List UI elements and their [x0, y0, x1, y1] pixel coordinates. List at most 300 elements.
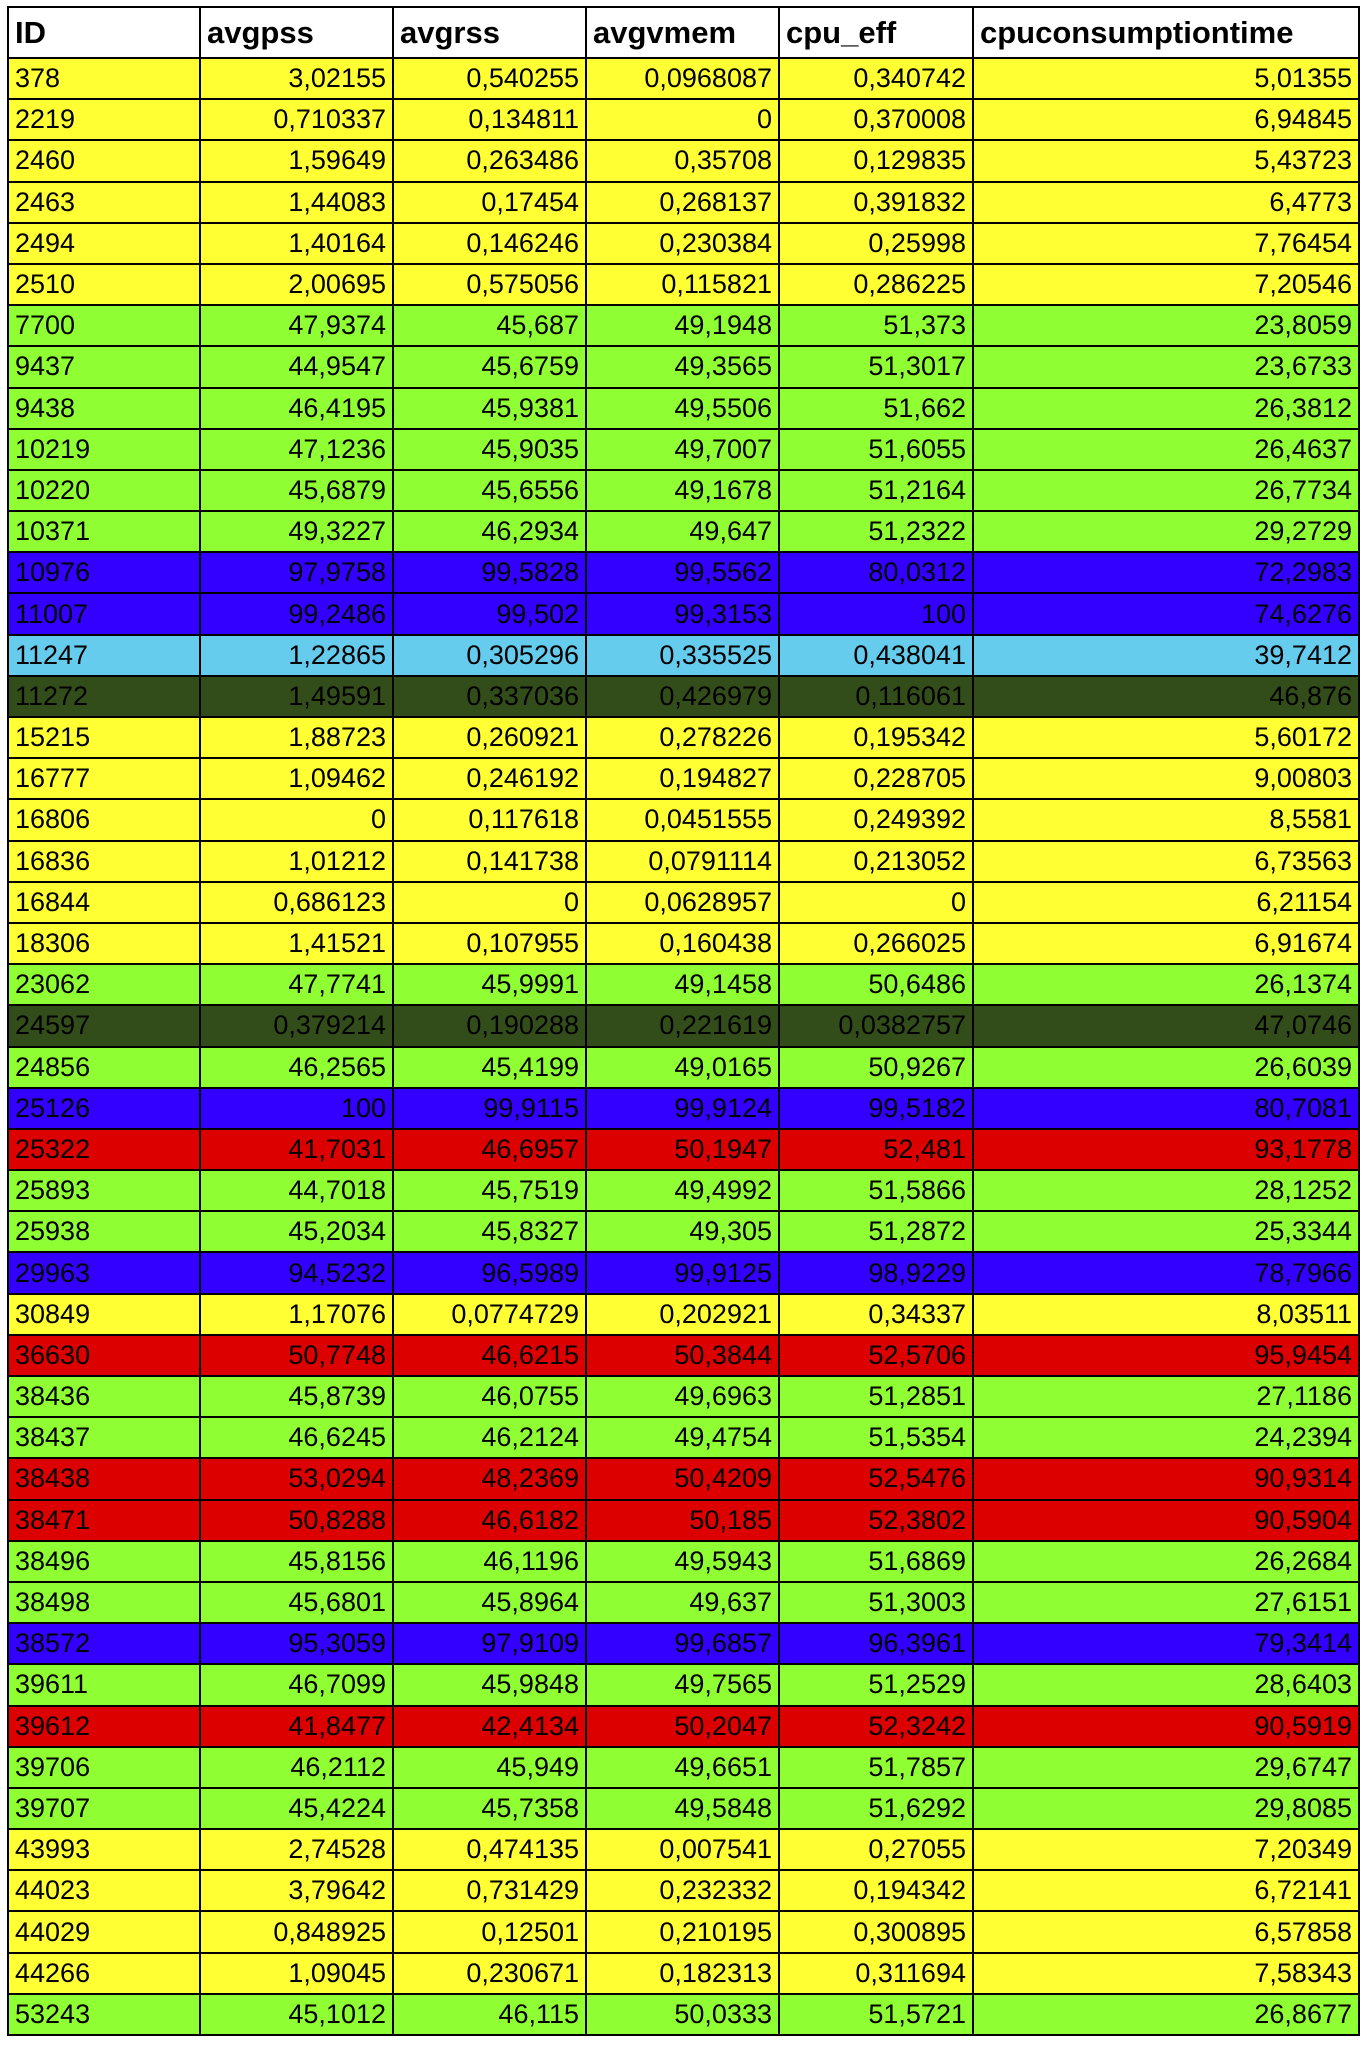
cell-cpu-eff[interactable]: 0,370008 — [779, 99, 973, 140]
cell-id[interactable]: 2510 — [8, 264, 200, 305]
cell-avgrss[interactable]: 48,2369 — [393, 1458, 586, 1499]
cell-cpu-eff[interactable]: 0,27055 — [779, 1829, 973, 1870]
cell-id[interactable]: 38436 — [8, 1376, 200, 1417]
cell-avgrss[interactable]: 46,2934 — [393, 511, 586, 552]
cell-cpu-eff[interactable]: 52,3802 — [779, 1500, 973, 1541]
cell-cpu-eff[interactable]: 0,34337 — [779, 1294, 973, 1335]
header-avgrss[interactable]: avgrss — [393, 7, 586, 58]
cell-avgvmem[interactable]: 49,1678 — [586, 470, 779, 511]
cell-cpu-eff[interactable]: 51,5721 — [779, 1994, 973, 2035]
cell-id[interactable]: 18306 — [8, 923, 200, 964]
cell-avgrss[interactable]: 99,502 — [393, 593, 586, 634]
cell-id[interactable]: 10976 — [8, 552, 200, 593]
cell-cpu-eff[interactable]: 0,116061 — [779, 676, 973, 717]
cell-id[interactable]: 7700 — [8, 305, 200, 346]
cell-id[interactable]: 378 — [8, 58, 200, 99]
cell-avgvmem[interactable]: 0,221619 — [586, 1005, 779, 1046]
cell-avgpss[interactable]: 41,8477 — [200, 1706, 393, 1747]
cell-avgpss[interactable]: 1,59649 — [200, 140, 393, 181]
header-cpuconsumptiontime[interactable]: cpuconsumptiontime — [973, 7, 1359, 58]
cell-cpuconsumptiontime[interactable]: 26,4637 — [973, 429, 1359, 470]
cell-avgrss[interactable]: 0,190288 — [393, 1005, 586, 1046]
cell-avgpss[interactable]: 3,02155 — [200, 58, 393, 99]
cell-id[interactable]: 16806 — [8, 799, 200, 840]
cell-avgpss[interactable]: 46,4195 — [200, 388, 393, 429]
cell-cpuconsumptiontime[interactable]: 6,73563 — [973, 841, 1359, 882]
cell-avgpss[interactable]: 45,8156 — [200, 1541, 393, 1582]
cell-avgvmem[interactable]: 0,007541 — [586, 1829, 779, 1870]
cell-cpu-eff[interactable]: 99,5182 — [779, 1088, 973, 1129]
cell-cpu-eff[interactable]: 51,7857 — [779, 1747, 973, 1788]
cell-cpuconsumptiontime[interactable]: 26,6039 — [973, 1047, 1359, 1088]
cell-avgvmem[interactable]: 49,647 — [586, 511, 779, 552]
cell-avgrss[interactable]: 0,146246 — [393, 223, 586, 264]
cell-avgrss[interactable]: 0,141738 — [393, 841, 586, 882]
cell-avgrss[interactable]: 0,230671 — [393, 1953, 586, 1994]
cell-cpuconsumptiontime[interactable]: 25,3344 — [973, 1211, 1359, 1252]
cell-avgvmem[interactable]: 49,6651 — [586, 1747, 779, 1788]
table-row — [8, 1994, 1359, 2035]
table-row — [8, 1170, 1359, 1211]
cell-avgvmem[interactable]: 0,160438 — [586, 923, 779, 964]
header-id[interactable]: ID — [8, 7, 200, 58]
cell-avgvmem[interactable]: 0 — [586, 99, 779, 140]
cell-avgpss[interactable]: 0,710337 — [200, 99, 393, 140]
cell-cpuconsumptiontime[interactable]: 90,5919 — [973, 1706, 1359, 1747]
cell-avgrss[interactable]: 0,12501 — [393, 1911, 586, 1952]
cell-avgpss[interactable]: 0 — [200, 799, 393, 840]
cell-cpu-eff[interactable]: 52,5476 — [779, 1458, 973, 1499]
cell-cpu-eff[interactable]: 0 — [779, 882, 973, 923]
cell-cpuconsumptiontime[interactable]: 27,1186 — [973, 1376, 1359, 1417]
cell-avgrss[interactable]: 0,117618 — [393, 799, 586, 840]
cell-cpu-eff[interactable]: 51,2872 — [779, 1211, 973, 1252]
cell-avgvmem[interactable]: 49,5506 — [586, 388, 779, 429]
cell-id[interactable]: 16844 — [8, 882, 200, 923]
cell-avgvmem[interactable]: 0,278226 — [586, 717, 779, 758]
cell-avgvmem[interactable]: 0,230384 — [586, 223, 779, 264]
cell-id[interactable]: 9438 — [8, 388, 200, 429]
cell-avgpss[interactable]: 53,0294 — [200, 1458, 393, 1499]
cell-avgpss[interactable]: 1,41521 — [200, 923, 393, 964]
cell-avgvmem[interactable]: 0,35708 — [586, 140, 779, 181]
cell-id[interactable]: 16777 — [8, 758, 200, 799]
cell-cpuconsumptiontime[interactable]: 72,2983 — [973, 552, 1359, 593]
cell-avgrss[interactable]: 46,115 — [393, 1994, 586, 2035]
cell-id[interactable]: 11007 — [8, 593, 200, 634]
cell-cpu-eff[interactable]: 0,391832 — [779, 182, 973, 223]
cell-cpu-eff[interactable]: 51,373 — [779, 305, 973, 346]
cell-avgvmem[interactable]: 99,9125 — [586, 1252, 779, 1293]
cell-avgrss[interactable]: 0,260921 — [393, 717, 586, 758]
cell-avgpss[interactable]: 1,40164 — [200, 223, 393, 264]
cell-cpuconsumptiontime[interactable]: 74,6276 — [973, 593, 1359, 634]
header-avgvmem[interactable]: avgvmem — [586, 7, 779, 58]
cell-avgpss[interactable]: 1,22865 — [200, 635, 393, 676]
cell-avgpss[interactable]: 1,49591 — [200, 676, 393, 717]
cell-cpuconsumptiontime[interactable]: 5,43723 — [973, 140, 1359, 181]
cell-cpuconsumptiontime[interactable]: 23,8059 — [973, 305, 1359, 346]
cell-cpuconsumptiontime[interactable]: 26,1374 — [973, 964, 1359, 1005]
table-row — [8, 182, 1359, 223]
cell-avgrss[interactable]: 99,9115 — [393, 1088, 586, 1129]
cell-id[interactable]: 38498 — [8, 1582, 200, 1623]
cell-id[interactable]: 9437 — [8, 346, 200, 387]
cell-avgpss[interactable]: 41,7031 — [200, 1129, 393, 1170]
cell-avgpss[interactable]: 49,3227 — [200, 511, 393, 552]
cell-id[interactable]: 39707 — [8, 1788, 200, 1829]
cell-avgpss[interactable]: 0,686123 — [200, 882, 393, 923]
cell-avgrss[interactable]: 46,6957 — [393, 1129, 586, 1170]
cell-cpuconsumptiontime[interactable]: 7,76454 — [973, 223, 1359, 264]
cell-avgrss[interactable]: 0,337036 — [393, 676, 586, 717]
cell-avgpss[interactable]: 100 — [200, 1088, 393, 1129]
cell-id[interactable]: 44023 — [8, 1870, 200, 1911]
cell-avgvmem[interactable]: 49,7007 — [586, 429, 779, 470]
cell-id[interactable]: 39612 — [8, 1706, 200, 1747]
cell-avgrss[interactable]: 0,305296 — [393, 635, 586, 676]
cell-cpuconsumptiontime[interactable]: 26,7734 — [973, 470, 1359, 511]
cell-cpuconsumptiontime[interactable]: 46,876 — [973, 676, 1359, 717]
cell-id[interactable]: 2460 — [8, 140, 200, 181]
cell-id[interactable]: 25322 — [8, 1129, 200, 1170]
cell-cpu-eff[interactable]: 80,0312 — [779, 552, 973, 593]
cell-avgrss[interactable]: 99,5828 — [393, 552, 586, 593]
cell-cpu-eff[interactable]: 0,311694 — [779, 1953, 973, 1994]
cell-id[interactable]: 38572 — [8, 1623, 200, 1664]
cell-cpu-eff[interactable]: 51,6292 — [779, 1788, 973, 1829]
cell-avgpss[interactable]: 1,01212 — [200, 841, 393, 882]
table-row — [8, 346, 1359, 387]
cell-avgpss[interactable]: 2,00695 — [200, 264, 393, 305]
cell-cpu-eff[interactable]: 98,9229 — [779, 1252, 973, 1293]
cell-cpuconsumptiontime[interactable]: 26,2684 — [973, 1541, 1359, 1582]
cell-avgvmem[interactable]: 50,4209 — [586, 1458, 779, 1499]
table-row — [8, 799, 1359, 840]
cell-id[interactable]: 53243 — [8, 1994, 200, 2035]
cell-avgrss[interactable]: 0,575056 — [393, 264, 586, 305]
cell-id[interactable]: 24856 — [8, 1047, 200, 1088]
cell-avgrss[interactable]: 46,0755 — [393, 1376, 586, 1417]
cell-cpu-eff[interactable]: 51,3017 — [779, 346, 973, 387]
cell-avgvmem[interactable]: 49,1948 — [586, 305, 779, 346]
cell-avgpss[interactable]: 45,8739 — [200, 1376, 393, 1417]
cell-id[interactable]: 2463 — [8, 182, 200, 223]
cell-cpu-eff[interactable]: 51,662 — [779, 388, 973, 429]
cell-cpuconsumptiontime[interactable]: 78,7966 — [973, 1252, 1359, 1293]
cell-avgpss[interactable]: 47,7741 — [200, 964, 393, 1005]
cell-avgpss[interactable]: 46,2112 — [200, 1747, 393, 1788]
cell-avgrss[interactable]: 0,474135 — [393, 1829, 586, 1870]
cell-avgrss[interactable]: 42,4134 — [393, 1706, 586, 1747]
cell-id[interactable]: 44029 — [8, 1911, 200, 1952]
cell-id[interactable]: 29963 — [8, 1252, 200, 1293]
cell-id[interactable]: 39611 — [8, 1664, 200, 1705]
cell-id[interactable]: 43993 — [8, 1829, 200, 1870]
cell-avgvmem[interactable]: 49,5848 — [586, 1788, 779, 1829]
cell-avgrss[interactable]: 45,9381 — [393, 388, 586, 429]
cell-id[interactable]: 10220 — [8, 470, 200, 511]
cell-id[interactable]: 25893 — [8, 1170, 200, 1211]
cell-id[interactable]: 44266 — [8, 1953, 200, 1994]
cell-avgvmem[interactable]: 0,202921 — [586, 1294, 779, 1335]
cell-cpu-eff[interactable]: 100 — [779, 593, 973, 634]
cell-avgpss[interactable]: 0,379214 — [200, 1005, 393, 1046]
cell-cpu-eff[interactable]: 0,266025 — [779, 923, 973, 964]
cell-avgvmem[interactable]: 49,6963 — [586, 1376, 779, 1417]
cell-id[interactable]: 23062 — [8, 964, 200, 1005]
cell-cpuconsumptiontime[interactable]: 6,57858 — [973, 1911, 1359, 1952]
cell-avgrss[interactable]: 0,540255 — [393, 58, 586, 99]
cell-id[interactable]: 2494 — [8, 223, 200, 264]
cell-cpuconsumptiontime[interactable]: 29,2729 — [973, 511, 1359, 552]
cell-avgvmem[interactable]: 0,0628957 — [586, 882, 779, 923]
cell-cpu-eff[interactable]: 50,6486 — [779, 964, 973, 1005]
cell-id[interactable]: 15215 — [8, 717, 200, 758]
cell-cpuconsumptiontime[interactable]: 24,2394 — [973, 1417, 1359, 1458]
cell-avgrss[interactable]: 46,6215 — [393, 1335, 586, 1376]
cell-cpu-eff[interactable]: 52,5706 — [779, 1335, 973, 1376]
cell-cpu-eff[interactable]: 51,2164 — [779, 470, 973, 511]
cell-avgvmem[interactable]: 49,1458 — [586, 964, 779, 1005]
cell-id[interactable]: 38471 — [8, 1500, 200, 1541]
cell-avgpss[interactable]: 45,2034 — [200, 1211, 393, 1252]
cell-avgrss[interactable]: 0,107955 — [393, 923, 586, 964]
cell-avgvmem[interactable]: 0,182313 — [586, 1953, 779, 1994]
cell-cpuconsumptiontime[interactable]: 29,8085 — [973, 1788, 1359, 1829]
cell-cpuconsumptiontime[interactable]: 95,9454 — [973, 1335, 1359, 1376]
cell-avgvmem[interactable]: 0,0968087 — [586, 58, 779, 99]
cell-id[interactable]: 36630 — [8, 1335, 200, 1376]
cell-cpuconsumptiontime[interactable]: 29,6747 — [973, 1747, 1359, 1788]
cell-avgpss[interactable]: 1,09462 — [200, 758, 393, 799]
cell-avgrss[interactable]: 45,949 — [393, 1747, 586, 1788]
cell-avgpss[interactable]: 45,6879 — [200, 470, 393, 511]
cell-avgvmem[interactable]: 0,0791114 — [586, 841, 779, 882]
cell-avgvmem[interactable]: 50,2047 — [586, 1706, 779, 1747]
cell-avgrss[interactable]: 45,6556 — [393, 470, 586, 511]
cell-avgrss[interactable]: 46,1196 — [393, 1541, 586, 1582]
cell-avgrss[interactable]: 96,5989 — [393, 1252, 586, 1293]
cell-avgrss[interactable]: 45,4199 — [393, 1047, 586, 1088]
cell-avgrss[interactable]: 46,2124 — [393, 1417, 586, 1458]
cell-avgvmem[interactable]: 0,210195 — [586, 1911, 779, 1952]
cell-id[interactable]: 25126 — [8, 1088, 200, 1129]
cell-cpuconsumptiontime[interactable]: 39,7412 — [973, 635, 1359, 676]
cell-avgvmem[interactable]: 49,7565 — [586, 1664, 779, 1705]
cell-avgvmem[interactable]: 49,5943 — [586, 1541, 779, 1582]
cell-avgrss[interactable]: 45,7519 — [393, 1170, 586, 1211]
cell-avgrss[interactable]: 0,0774729 — [393, 1294, 586, 1335]
cell-avgpss[interactable]: 44,9547 — [200, 346, 393, 387]
cell-cpuconsumptiontime[interactable]: 26,3812 — [973, 388, 1359, 429]
cell-id[interactable]: 38437 — [8, 1417, 200, 1458]
cell-cpuconsumptiontime[interactable]: 7,20349 — [973, 1829, 1359, 1870]
cell-cpuconsumptiontime[interactable]: 7,58343 — [973, 1953, 1359, 1994]
cell-avgrss[interactable]: 45,7358 — [393, 1788, 586, 1829]
cell-avgpss[interactable]: 1,09045 — [200, 1953, 393, 1994]
cell-avgpss[interactable]: 45,6801 — [200, 1582, 393, 1623]
cell-avgpss[interactable]: 50,8288 — [200, 1500, 393, 1541]
cell-avgpss[interactable]: 1,88723 — [200, 717, 393, 758]
cell-cpu-eff[interactable]: 0,0382757 — [779, 1005, 973, 1046]
cell-avgrss[interactable]: 45,9035 — [393, 429, 586, 470]
cell-avgvmem[interactable]: 50,0333 — [586, 1994, 779, 2035]
cell-avgvmem[interactable]: 99,5562 — [586, 552, 779, 593]
cell-cpu-eff[interactable]: 51,2529 — [779, 1664, 973, 1705]
cell-cpu-eff[interactable]: 51,6055 — [779, 429, 973, 470]
cell-id[interactable]: 25938 — [8, 1211, 200, 1252]
cell-avgpss[interactable]: 99,2486 — [200, 593, 393, 634]
cell-cpuconsumptiontime[interactable]: 26,8677 — [973, 1994, 1359, 2035]
cell-avgvmem[interactable]: 50,3844 — [586, 1335, 779, 1376]
cell-avgpss[interactable]: 50,7748 — [200, 1335, 393, 1376]
cell-avgrss[interactable]: 45,8327 — [393, 1211, 586, 1252]
cell-avgvmem[interactable]: 49,4992 — [586, 1170, 779, 1211]
cell-cpuconsumptiontime[interactable]: 27,6151 — [973, 1582, 1359, 1623]
cell-cpu-eff[interactable]: 0,25998 — [779, 223, 973, 264]
cell-cpuconsumptiontime[interactable]: 90,5904 — [973, 1500, 1359, 1541]
cell-avgvmem[interactable]: 49,637 — [586, 1582, 779, 1623]
cell-cpu-eff[interactable]: 0,228705 — [779, 758, 973, 799]
cell-id[interactable]: 30849 — [8, 1294, 200, 1335]
cell-avgvmem[interactable]: 49,0165 — [586, 1047, 779, 1088]
cell-avgpss[interactable]: 97,9758 — [200, 552, 393, 593]
cell-id[interactable]: 2219 — [8, 99, 200, 140]
cell-avgpss[interactable]: 2,74528 — [200, 1829, 393, 1870]
cell-avgrss[interactable]: 0,134811 — [393, 99, 586, 140]
cell-avgpss[interactable]: 94,5232 — [200, 1252, 393, 1293]
cell-avgrss[interactable]: 97,9109 — [393, 1623, 586, 1664]
cell-cpuconsumptiontime[interactable]: 23,6733 — [973, 346, 1359, 387]
cell-avgvmem[interactable]: 0,194827 — [586, 758, 779, 799]
cell-cpuconsumptiontime[interactable]: 6,94845 — [973, 99, 1359, 140]
cell-avgvmem[interactable]: 0,0451555 — [586, 799, 779, 840]
cell-cpuconsumptiontime[interactable]: 28,1252 — [973, 1170, 1359, 1211]
cell-id[interactable]: 38496 — [8, 1541, 200, 1582]
cell-cpuconsumptiontime[interactable]: 5,01355 — [973, 58, 1359, 99]
cell-avgrss[interactable]: 45,9991 — [393, 964, 586, 1005]
cell-avgpss[interactable]: 47,1236 — [200, 429, 393, 470]
cell-cpuconsumptiontime[interactable]: 80,7081 — [973, 1088, 1359, 1129]
cell-avgrss[interactable]: 0 — [393, 882, 586, 923]
cell-avgvmem[interactable]: 0,232332 — [586, 1870, 779, 1911]
cell-avgrss[interactable]: 45,8964 — [393, 1582, 586, 1623]
cell-cpu-eff[interactable]: 51,5354 — [779, 1417, 973, 1458]
cell-cpu-eff[interactable]: 0,286225 — [779, 264, 973, 305]
cell-avgpss[interactable]: 1,44083 — [200, 182, 393, 223]
cell-cpu-eff[interactable]: 52,3242 — [779, 1706, 973, 1747]
cell-avgrss[interactable]: 45,9848 — [393, 1664, 586, 1705]
cell-avgpss[interactable]: 46,7099 — [200, 1664, 393, 1705]
cell-avgpss[interactable]: 44,7018 — [200, 1170, 393, 1211]
cell-cpu-eff[interactable]: 51,6869 — [779, 1541, 973, 1582]
cell-avgvmem[interactable]: 0,268137 — [586, 182, 779, 223]
cell-avgpss[interactable]: 46,2565 — [200, 1047, 393, 1088]
cell-cpuconsumptiontime[interactable]: 90,9314 — [973, 1458, 1359, 1499]
cell-cpu-eff[interactable]: 52,481 — [779, 1129, 973, 1170]
cell-id[interactable]: 39706 — [8, 1747, 200, 1788]
cell-avgvmem[interactable]: 50,1947 — [586, 1129, 779, 1170]
cell-id[interactable]: 16836 — [8, 841, 200, 882]
cell-avgpss[interactable]: 95,3059 — [200, 1623, 393, 1664]
cell-avgrss[interactable]: 45,687 — [393, 305, 586, 346]
cell-avgpss[interactable]: 0,848925 — [200, 1911, 393, 1952]
cell-avgvmem[interactable]: 49,4754 — [586, 1417, 779, 1458]
cell-avgvmem[interactable]: 50,185 — [586, 1500, 779, 1541]
cell-cpu-eff[interactable]: 0,340742 — [779, 58, 973, 99]
cell-id[interactable]: 10371 — [8, 511, 200, 552]
cell-avgrss[interactable]: 46,6182 — [393, 1500, 586, 1541]
cell-avgpss[interactable]: 45,4224 — [200, 1788, 393, 1829]
cell-avgpss[interactable]: 47,9374 — [200, 305, 393, 346]
cell-cpu-eff[interactable]: 0,300895 — [779, 1911, 973, 1952]
cell-avgpss[interactable]: 46,6245 — [200, 1417, 393, 1458]
cell-cpu-eff[interactable]: 50,9267 — [779, 1047, 973, 1088]
cell-cpuconsumptiontime[interactable]: 8,03511 — [973, 1294, 1359, 1335]
cell-cpuconsumptiontime[interactable]: 47,0746 — [973, 1005, 1359, 1046]
cell-cpu-eff[interactable]: 0,194342 — [779, 1870, 973, 1911]
cell-cpu-eff[interactable]: 0,249392 — [779, 799, 973, 840]
cell-avgrss[interactable]: 0,246192 — [393, 758, 586, 799]
cell-id[interactable]: 38438 — [8, 1458, 200, 1499]
cell-id[interactable]: 24597 — [8, 1005, 200, 1046]
cell-cpu-eff[interactable]: 0,195342 — [779, 717, 973, 758]
cell-avgvmem[interactable]: 0,115821 — [586, 264, 779, 305]
cell-avgvmem[interactable]: 49,3565 — [586, 346, 779, 387]
cell-cpuconsumptiontime[interactable]: 93,1778 — [973, 1129, 1359, 1170]
cell-avgpss[interactable]: 3,79642 — [200, 1870, 393, 1911]
cell-id[interactable]: 11247 — [8, 635, 200, 676]
cell-avgvmem[interactable]: 49,305 — [586, 1211, 779, 1252]
table-row — [8, 635, 1359, 676]
cell-cpuconsumptiontime[interactable]: 5,60172 — [973, 717, 1359, 758]
cell-avgvmem[interactable]: 99,9124 — [586, 1088, 779, 1129]
cell-cpu-eff[interactable]: 51,2322 — [779, 511, 973, 552]
cell-avgpss[interactable]: 1,17076 — [200, 1294, 393, 1335]
cell-cpuconsumptiontime[interactable]: 7,20546 — [973, 264, 1359, 305]
cell-avgvmem[interactable]: 0,426979 — [586, 676, 779, 717]
cell-avgpss[interactable]: 45,1012 — [200, 1994, 393, 2035]
cell-cpu-eff[interactable]: 51,2851 — [779, 1376, 973, 1417]
cell-avgrss[interactable]: 45,6759 — [393, 346, 586, 387]
cell-cpuconsumptiontime[interactable]: 6,4773 — [973, 182, 1359, 223]
cell-avgrss[interactable]: 0,17454 — [393, 182, 586, 223]
cell-avgrss[interactable]: 0,731429 — [393, 1870, 586, 1911]
cell-id[interactable]: 10219 — [8, 429, 200, 470]
cell-avgvmem[interactable]: 99,3153 — [586, 593, 779, 634]
cell-cpuconsumptiontime[interactable]: 6,21154 — [973, 882, 1359, 923]
cell-cpu-eff[interactable]: 51,3003 — [779, 1582, 973, 1623]
cell-cpu-eff[interactable]: 0,438041 — [779, 635, 973, 676]
cell-avgvmem[interactable]: 99,6857 — [586, 1623, 779, 1664]
cell-cpuconsumptiontime[interactable]: 6,91674 — [973, 923, 1359, 964]
cell-cpu-eff[interactable]: 0,213052 — [779, 841, 973, 882]
cell-id[interactable]: 11272 — [8, 676, 200, 717]
cell-cpuconsumptiontime[interactable]: 8,5581 — [973, 799, 1359, 840]
cell-cpu-eff[interactable]: 51,5866 — [779, 1170, 973, 1211]
cell-avgvmem[interactable]: 0,335525 — [586, 635, 779, 676]
cell-avgrss[interactable]: 0,263486 — [393, 140, 586, 181]
cell-cpuconsumptiontime[interactable]: 6,72141 — [973, 1870, 1359, 1911]
header-cpu-eff[interactable]: cpu_eff — [779, 7, 973, 58]
cell-cpuconsumptiontime[interactable]: 9,00803 — [973, 758, 1359, 799]
cell-cpuconsumptiontime[interactable]: 79,3414 — [973, 1623, 1359, 1664]
cell-cpuconsumptiontime[interactable]: 28,6403 — [973, 1664, 1359, 1705]
header-avgpss[interactable]: avgpss — [200, 7, 393, 58]
cell-cpu-eff[interactable]: 96,3961 — [779, 1623, 973, 1664]
cell-cpu-eff[interactable]: 0,129835 — [779, 140, 973, 181]
